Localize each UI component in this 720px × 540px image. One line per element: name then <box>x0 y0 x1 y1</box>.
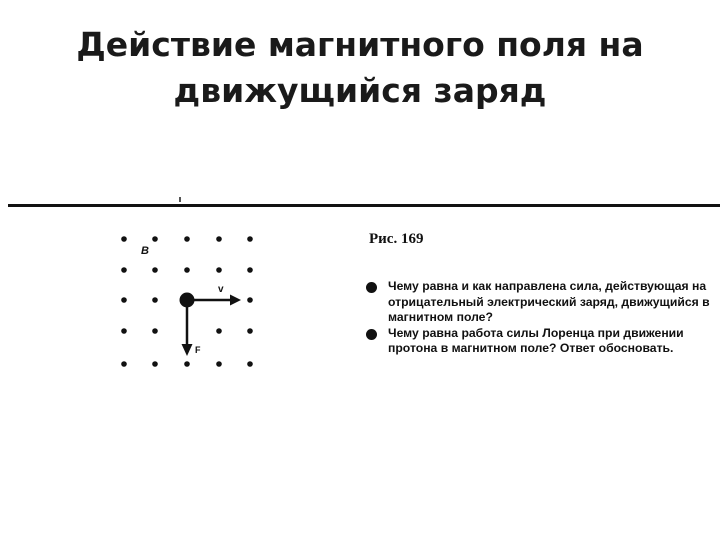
field-dot <box>184 236 190 242</box>
field-dot <box>184 267 190 273</box>
field-dot <box>216 361 222 367</box>
field-dot <box>216 267 222 273</box>
figure-caption: Рис. 169 <box>369 231 424 247</box>
field-dot <box>247 361 253 367</box>
field-dot <box>121 267 127 273</box>
force-label: F <box>195 345 201 355</box>
question-1 <box>366 279 718 326</box>
question-text: Чему равна и как направлена сила, действующая на отрицательный электрический заряд, движущийся в магнитном поле? <box>388 279 710 324</box>
scan-mark <box>179 197 181 202</box>
force-arrow <box>182 300 193 356</box>
title-line-1: Действие магнитного поля на <box>76 25 644 64</box>
field-dot <box>121 361 127 367</box>
field-dot <box>121 297 127 303</box>
field-dot <box>152 236 158 242</box>
field-diagram <box>105 225 265 370</box>
field-dot <box>216 328 222 334</box>
field-dot <box>121 236 127 242</box>
question-list <box>366 279 718 357</box>
title-line-2: движущийся заряд <box>173 71 547 110</box>
bullet-icon <box>366 282 377 293</box>
field-dot <box>216 236 222 242</box>
field-dot <box>152 328 158 334</box>
field-dot <box>152 267 158 273</box>
horizontal-rule <box>8 204 720 207</box>
charge-particle <box>180 293 195 308</box>
field-dot <box>247 236 253 242</box>
question-text: Чему равна работа силы Лоренца при движении протона в магнитном поле? Ответ обосновать. <box>388 325 684 355</box>
velocity-label: v <box>218 284 224 295</box>
field-dot <box>247 328 253 334</box>
slide-title <box>0 22 720 114</box>
bullet-icon <box>366 329 377 340</box>
field-dot <box>247 267 253 273</box>
question-2 <box>366 326 718 357</box>
field-label-b: B <box>141 245 149 257</box>
velocity-arrow <box>187 295 241 306</box>
field-dot <box>121 328 127 334</box>
field-dot <box>184 361 190 367</box>
field-dot <box>152 297 158 303</box>
magnetic-field-figure <box>105 225 265 370</box>
field-dot <box>152 361 158 367</box>
field-dot <box>247 297 253 303</box>
